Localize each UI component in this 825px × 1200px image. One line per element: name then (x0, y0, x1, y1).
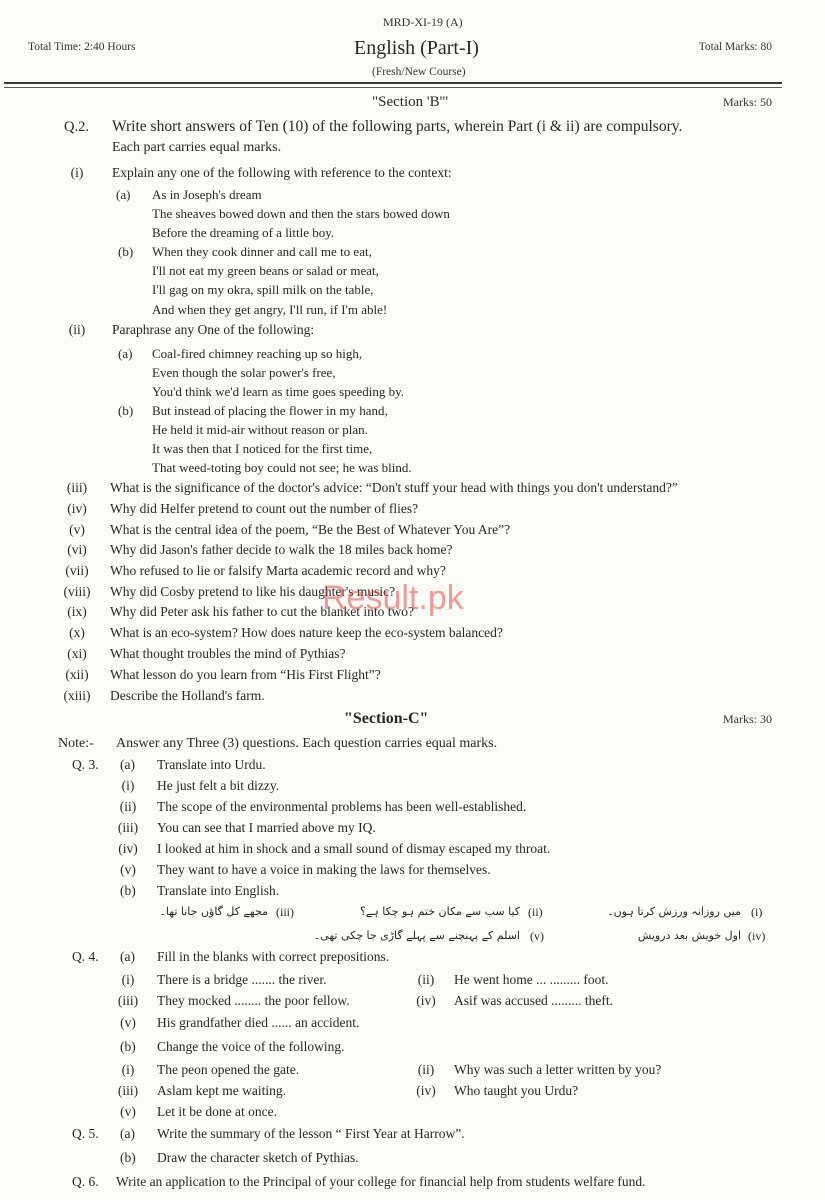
urdu-item-text: اول خویش بعد درویش (637, 929, 741, 942)
item-label: (iv) (416, 993, 436, 1008)
part-text: Who refused to lie or falsify Marta academic record and why? (110, 563, 446, 578)
header-rule-thin (4, 87, 782, 88)
part-text: Why did Jason's father decide to walk the 18 miles back home? (110, 542, 453, 557)
poem-line: Before the dreaming of a little boy. (152, 225, 335, 240)
part-label: (ix) (67, 604, 87, 619)
sub-question-text: Draw the character sketch of Pythias. (157, 1150, 359, 1165)
urdu-item-label: (i) (751, 905, 763, 919)
part-text: What is an eco-system? How does nature keep the eco-system balanced? (110, 625, 503, 640)
sub-question-text: Translate into English. (157, 883, 280, 898)
stanza-label: (a) (116, 187, 131, 202)
sub-question-label: (a) (120, 757, 135, 772)
part-text: Why did Cosby pretend to like his daughter's music? (110, 584, 396, 599)
urdu-item-label: (iii) (276, 905, 294, 919)
item-text: He just felt a bit dizzy. (157, 778, 280, 793)
item-label: (v) (120, 1104, 136, 1119)
item-label: (ii) (417, 972, 435, 987)
poem-line: As in Joseph's dream (152, 187, 262, 202)
part-label: (viii) (63, 584, 91, 599)
item-label: (i) (121, 778, 135, 793)
sub-question-label: (a) (120, 1126, 135, 1141)
poem-line: It was then that I noticed for the first time, (152, 441, 373, 456)
item-text: The peon opened the gate. (157, 1062, 300, 1077)
sub-question-text: Fill in the blanks with correct prepositions. (157, 949, 390, 964)
item-label: (i) (121, 1062, 135, 1077)
sub-question-label: (b) (120, 1039, 136, 1054)
part-label: (x) (69, 625, 85, 640)
part-label: (xii) (65, 667, 89, 682)
item-label: (iii) (117, 1083, 139, 1098)
part-label: (xi) (67, 646, 87, 661)
item-label: (iii) (117, 820, 139, 835)
item-text: The scope of the environmental problems has been well-established. (157, 799, 527, 814)
total-time: Total Time: 2:40 Hours (28, 41, 136, 53)
part-text: Explain any one of the following with reference to the context: (112, 165, 452, 180)
part-label: (vi) (67, 542, 87, 557)
item-text: He went home ... ......... foot. (454, 972, 609, 987)
sub-question-label: (a) (120, 949, 135, 964)
item-label: (i) (121, 972, 135, 987)
part-text: What is the significance of the doctor's advice: “Don't stuff your head with things you don't understand?” (110, 480, 678, 495)
item-text: There is a bridge ....... the river. (157, 972, 327, 987)
watermark: Result.pk (322, 579, 464, 617)
item-label: (iv) (118, 841, 138, 856)
poem-line: I'll gag on my okra, spill milk on the table, (152, 282, 374, 297)
course-type: (Fresh/New Course) (372, 66, 466, 78)
question-instruction: Write short answers of Ten (10) of the following parts, wherein Part (i & ii) are compulsory. (112, 118, 683, 135)
header-rule (4, 82, 782, 84)
question-number: Q. 6. (72, 1174, 99, 1189)
total-marks: Total Marks: 80 (698, 41, 772, 53)
item-label: (ii) (119, 799, 137, 814)
sub-question-label: (b) (120, 1150, 136, 1165)
item-label: (v) (120, 1015, 136, 1030)
part-label: (i) (70, 165, 84, 180)
item-label: (v) (120, 862, 136, 877)
sub-question-text: Translate into Urdu. (157, 757, 266, 772)
sub-question-text: Change the voice of the following. (157, 1039, 345, 1054)
section-c-title: "Section-C" (344, 710, 429, 727)
part-text: What lesson do you learn from “His First Flight”? (110, 667, 381, 682)
part-text: Why did Peter ask his father to cut the blanket into two? (110, 604, 415, 619)
item-text: I looked at him in shock and a small sound of dismay escaped my throat. (157, 841, 551, 856)
poem-line: And when they get angry, I'll run, if I'm able! (152, 302, 388, 317)
sub-question-text: Write the summary of the lesson “ First Year at Harrow”. (157, 1126, 465, 1141)
question-text: Write an application to the Principal of your college for financial help from students welfare fund. (116, 1174, 646, 1189)
item-text: They want to have a voice in making the laws for themselves. (157, 862, 491, 877)
item-text: They mocked ........ the poor fellow. (157, 993, 350, 1008)
item-text: Asif was accused ......... theft. (454, 993, 613, 1008)
part-label: (xiii) (63, 688, 91, 703)
item-text: Why was such a letter written by you? (454, 1062, 662, 1077)
poem-line: I'll not eat my green beans or salad or meat, (152, 263, 379, 278)
question-number: Q.2. (64, 119, 89, 135)
urdu-item-text: کیا سب سے مکان ختم ہو چکا ہے؟ (360, 905, 520, 918)
urdu-item-label: (ii) (528, 905, 543, 919)
part-text: Why did Helfer pretend to count out the number of flies? (110, 501, 419, 516)
paper-title: English (Part-I) (354, 37, 479, 59)
urdu-item-label: (v) (530, 929, 544, 943)
item-label: (iii) (117, 993, 139, 1008)
part-label: (v) (69, 522, 85, 537)
urdu-item-text: میں روزانہ ورزش کرتا ہوں۔ (607, 905, 741, 918)
urdu-item-label: (iv) (748, 929, 766, 943)
stanza-label: (b) (118, 244, 134, 259)
part-label: (vii) (65, 563, 89, 578)
part-label: (iii) (66, 480, 88, 495)
poem-line: He held it mid-air without reason or plan. (152, 422, 368, 437)
poem-line: You'd think we'd learn as time goes speeding by. (152, 384, 405, 399)
part-label: (iv) (67, 501, 87, 516)
item-text: You can see that I married above my IQ. (157, 820, 376, 835)
sub-question-label: (b) (120, 883, 136, 898)
question-number: Q. 3. (72, 757, 99, 772)
section-b-marks: Marks: 50 (723, 95, 772, 109)
section-c-marks: Marks: 30 (723, 712, 772, 726)
part-text: Paraphrase any One of the following: (112, 322, 315, 337)
item-text: Who taught you Urdu? (454, 1083, 579, 1098)
item-label: (iv) (416, 1083, 436, 1098)
question-number: Q. 4. (72, 949, 99, 964)
poem-line: But instead of placing the flower in my hand, (152, 403, 388, 418)
item-text: Let it be done at once. (157, 1104, 277, 1119)
part-text: What thought troubles the mind of Pythias? (110, 646, 346, 661)
poem-line: The sheaves bowed down and then the stars bowed down (152, 206, 450, 221)
section-b-title: "Section 'B'" (372, 94, 449, 110)
question-note: Each part carries equal marks. (112, 140, 282, 155)
part-text: Describe the Holland's farm. (110, 688, 265, 703)
stanza-label: (a) (118, 346, 133, 361)
paper-code: MRD-XI-19 (A) (383, 15, 463, 29)
question-number: Q. 5. (72, 1126, 99, 1141)
note-label: Note:- (58, 736, 94, 751)
urdu-item-text: مجھے کل گاؤں جانا تھا۔ (159, 905, 268, 918)
item-label: (ii) (417, 1062, 435, 1077)
poem-line: That weed-toting boy could not see; he was blind. (152, 460, 412, 475)
poem-line: Even though the solar power's free, (152, 365, 336, 380)
part-text: What is the central idea of the poem, “Be the Best of Whatever You Are”? (110, 522, 511, 537)
stanza-label: (b) (118, 403, 134, 418)
poem-line: Coal-fired chimney reaching up so high, (152, 346, 363, 361)
note-text: Answer any Three (3) questions. Each question carries equal marks. (116, 736, 498, 751)
item-text: Aslam kept me waiting. (157, 1083, 286, 1098)
part-label: (ii) (68, 322, 86, 337)
urdu-item-text: اسلم کے پہنچنے سے پہلے گاڑی جا چکی تھی۔ (313, 929, 520, 942)
item-text: His grandfather died ...... an accident. (157, 1015, 360, 1030)
poem-line: When they cook dinner and call me to eat, (152, 244, 372, 259)
